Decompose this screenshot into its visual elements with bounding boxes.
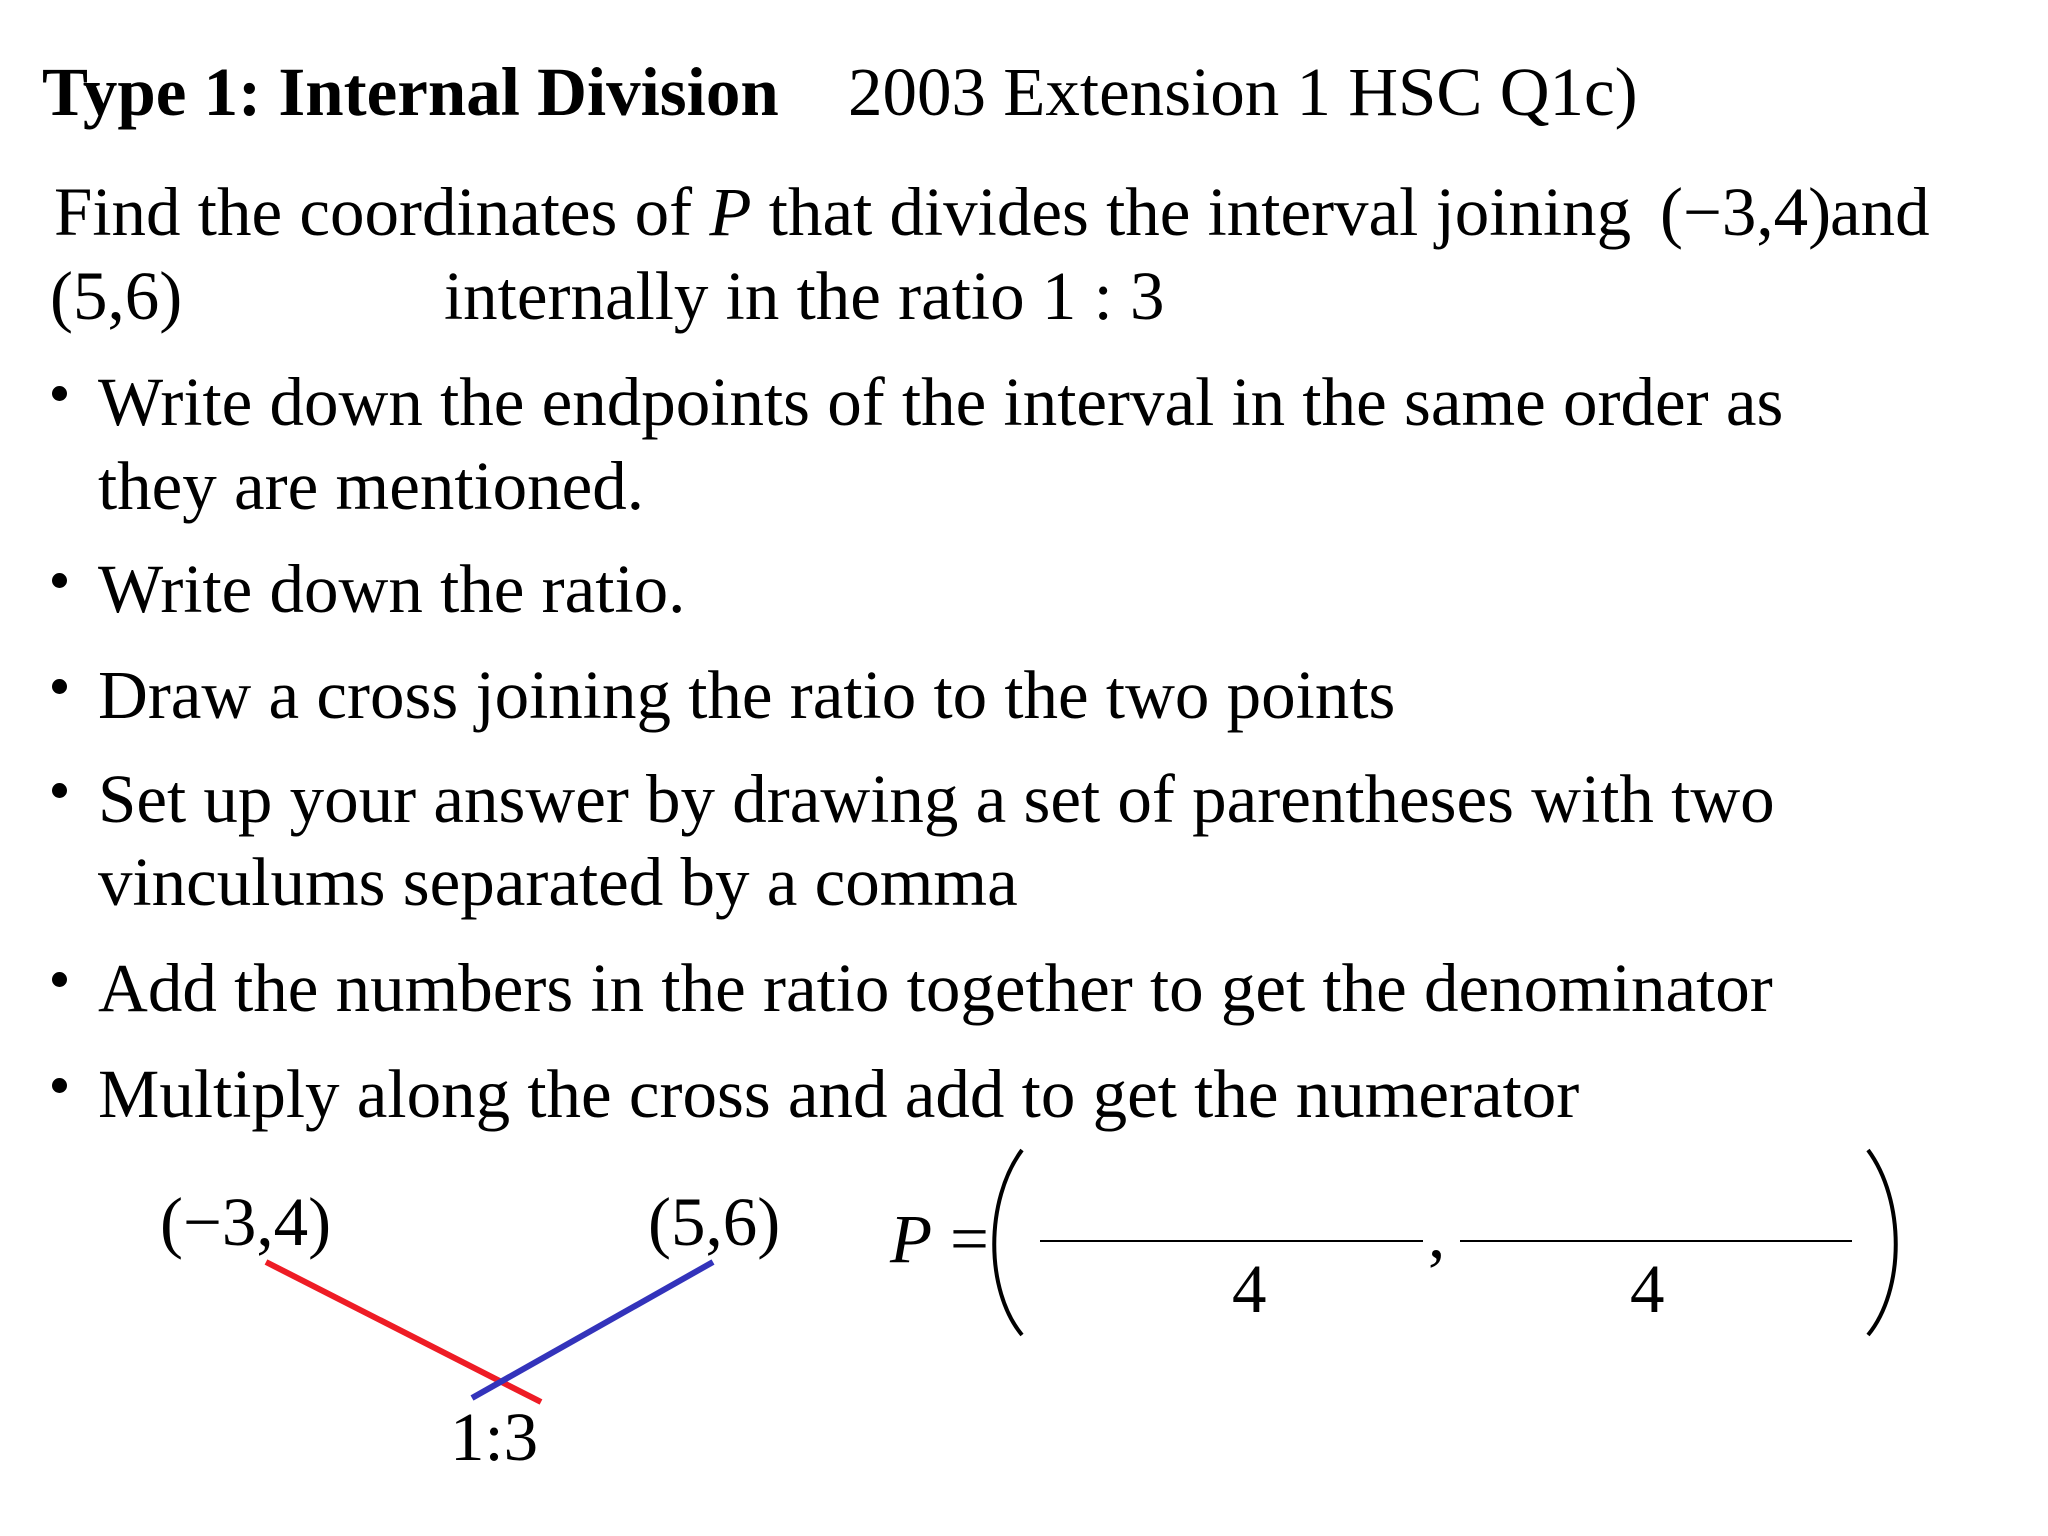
step-1-line-1: Write down the endpoints of the interval in the same order as (98, 364, 1784, 440)
denominator-x: 4 (1232, 1251, 1267, 1327)
diagram-ratio: 1:3 (450, 1399, 539, 1475)
left-parenthesis (994, 1150, 1022, 1335)
point-b-label: (5,6) (50, 258, 183, 334)
question-source: 2003 Extension 1 HSC Q1c) (848, 54, 1638, 130)
point-p-variable: P (709, 174, 752, 250)
step-4-line-1: Set up your answer by drawing a set of parentheses with two (98, 761, 1775, 837)
point-a-label: (−3,4) (1660, 174, 1832, 250)
step-4-line-2: vinculums separated by a comma (98, 844, 1018, 920)
step-1-line-2: they are mentioned. (98, 448, 645, 524)
cross-line-right (472, 1262, 713, 1398)
question-text-post: that divides the interval joining (751, 174, 1632, 250)
answer-variable: P (890, 1201, 933, 1277)
answer-comma: , (1428, 1196, 1446, 1272)
question-text-pre: Find the coordinates of (54, 174, 710, 250)
step-6-line-1: Multiply along the cross and add to get the numerator (98, 1056, 1580, 1132)
question-line-2: internally in the ratio 1 : 3 (444, 258, 1165, 334)
right-parenthesis (1868, 1150, 1896, 1335)
diagram-right-point: (5,6) (648, 1184, 781, 1260)
denominator-y: 4 (1630, 1251, 1665, 1327)
answer-equals: = (950, 1201, 989, 1277)
page-title: Type 1: Internal Division (42, 54, 779, 130)
step-2-line-1: Write down the ratio. (98, 551, 686, 627)
step-5-line-1: Add the numbers in the ratio together to get the denominator (98, 950, 1773, 1026)
question-and-word: and (1830, 174, 1930, 250)
diagram-left-point: (−3,4) (160, 1184, 332, 1260)
step-3-line-1: Draw a cross joining the ratio to the two points (98, 657, 1396, 733)
